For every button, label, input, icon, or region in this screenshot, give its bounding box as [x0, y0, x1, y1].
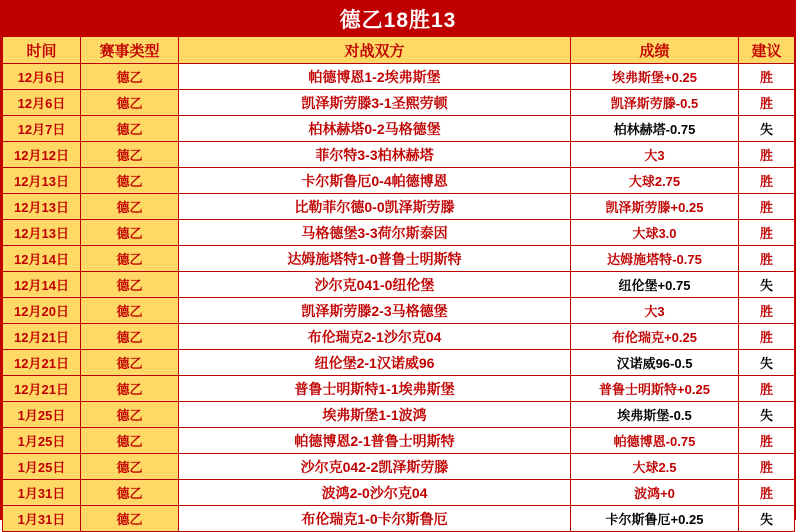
cell-advice: 胜	[739, 480, 795, 506]
cell-advice: 失	[739, 272, 795, 298]
cell-match: 埃弗斯堡1-1波鸿	[179, 402, 571, 428]
cell-advice: 胜	[739, 298, 795, 324]
cell-score: 大球2.5	[571, 454, 739, 480]
header-row	[3, 37, 795, 64]
cell-match: 凯泽斯劳滕2-3马格德堡	[179, 298, 571, 324]
cell-type: 德乙	[81, 376, 179, 402]
cell-score: 达姆施塔特-0.75	[571, 246, 739, 272]
table-row	[3, 350, 795, 376]
cell-match: 帕德博恩1-2埃弗斯堡	[179, 64, 571, 90]
cell-type: 德乙	[81, 220, 179, 246]
cell-type: 德乙	[81, 246, 179, 272]
cell-score: 普鲁士明斯特+0.25	[571, 376, 739, 402]
cell-match: 比勒菲尔德0-0凯泽斯劳滕	[179, 194, 571, 220]
table-row	[3, 454, 795, 480]
cell-score: 埃弗斯堡-0.5	[571, 402, 739, 428]
cell-advice: 胜	[739, 64, 795, 90]
cell-match: 纽伦堡2-1汉诺威96	[179, 350, 571, 376]
cell-type: 德乙	[81, 324, 179, 350]
cell-type: 德乙	[81, 480, 179, 506]
cell-type: 德乙	[81, 350, 179, 376]
cell-time: 12月21日	[3, 376, 81, 402]
table-row	[3, 506, 795, 532]
cell-score: 纽伦堡+0.75	[571, 272, 739, 298]
cell-score: 布伦瑞克+0.25	[571, 324, 739, 350]
table-body	[3, 64, 795, 532]
cell-time: 12月12日	[3, 142, 81, 168]
cell-match: 卡尔斯鲁厄0-4帕德博恩	[179, 168, 571, 194]
column-header-advice: 建议	[739, 37, 795, 64]
table-row	[3, 142, 795, 168]
cell-advice: 失	[739, 350, 795, 376]
cell-match: 沙尔克042-2凯泽斯劳滕	[179, 454, 571, 480]
cell-advice: 胜	[739, 142, 795, 168]
cell-match: 菲尔特3-3柏林赫塔	[179, 142, 571, 168]
cell-score: 卡尔斯鲁厄+0.25	[571, 506, 739, 532]
table-header	[3, 37, 795, 64]
cell-type: 德乙	[81, 116, 179, 142]
cell-match: 凯泽斯劳滕3-1圣熙劳顿	[179, 90, 571, 116]
cell-time: 1月25日	[3, 402, 81, 428]
cell-score: 大3	[571, 142, 739, 168]
cell-advice: 胜	[739, 220, 795, 246]
cell-advice: 胜	[739, 168, 795, 194]
table-row	[3, 402, 795, 428]
results-table	[2, 36, 795, 532]
cell-advice: 失	[739, 402, 795, 428]
cell-score: 汉诺威96-0.5	[571, 350, 739, 376]
cell-advice: 胜	[739, 194, 795, 220]
cell-type: 德乙	[81, 402, 179, 428]
table-row	[3, 324, 795, 350]
cell-score: 大球2.75	[571, 168, 739, 194]
cell-advice: 胜	[739, 90, 795, 116]
cell-type: 德乙	[81, 194, 179, 220]
table-row	[3, 168, 795, 194]
table-row	[3, 90, 795, 116]
cell-time: 12月14日	[3, 246, 81, 272]
table-row	[3, 246, 795, 272]
cell-advice: 胜	[739, 324, 795, 350]
cell-type: 德乙	[81, 64, 179, 90]
table-row	[3, 220, 795, 246]
cell-advice: 胜	[739, 428, 795, 454]
cell-time: 12月21日	[3, 324, 81, 350]
cell-score: 大球3.0	[571, 220, 739, 246]
cell-match: 布伦瑞克2-1沙尔克04	[179, 324, 571, 350]
table-row	[3, 194, 795, 220]
cell-time: 1月31日	[3, 480, 81, 506]
cell-time: 12月20日	[3, 298, 81, 324]
cell-score: 帕德博恩-0.75	[571, 428, 739, 454]
page-title: 德乙18胜13	[2, 2, 794, 36]
table-row	[3, 298, 795, 324]
cell-advice: 胜	[739, 454, 795, 480]
cell-type: 德乙	[81, 454, 179, 480]
cell-match: 马格德堡3-3荷尔斯泰因	[179, 220, 571, 246]
cell-time: 12月13日	[3, 168, 81, 194]
table-row	[3, 376, 795, 402]
cell-time: 12月7日	[3, 116, 81, 142]
cell-match: 普鲁士明斯特1-1埃弗斯堡	[179, 376, 571, 402]
cell-type: 德乙	[81, 90, 179, 116]
cell-time: 12月13日	[3, 220, 81, 246]
column-header-type: 赛事类型	[81, 37, 179, 64]
cell-time: 12月6日	[3, 64, 81, 90]
cell-match: 沙尔克041-0纽伦堡	[179, 272, 571, 298]
cell-time: 12月21日	[3, 350, 81, 376]
cell-score: 凯泽斯劳滕+0.25	[571, 194, 739, 220]
table-row	[3, 480, 795, 506]
cell-advice: 胜	[739, 246, 795, 272]
table-row	[3, 116, 795, 142]
cell-score: 波鸿+0	[571, 480, 739, 506]
cell-time: 1月25日	[3, 454, 81, 480]
cell-match: 柏林赫塔0-2马格德堡	[179, 116, 571, 142]
cell-advice: 胜	[739, 376, 795, 402]
table-row	[3, 428, 795, 454]
cell-time: 12月6日	[3, 90, 81, 116]
cell-type: 德乙	[81, 506, 179, 532]
cell-match: 布伦瑞克1-0卡尔斯鲁厄	[179, 506, 571, 532]
cell-type: 德乙	[81, 298, 179, 324]
cell-type: 德乙	[81, 142, 179, 168]
cell-match: 达姆施塔特1-0普鲁士明斯特	[179, 246, 571, 272]
column-header-score: 成绩	[571, 37, 739, 64]
cell-advice: 失	[739, 506, 795, 532]
cell-advice: 失	[739, 116, 795, 142]
cell-type: 德乙	[81, 272, 179, 298]
cell-score: 柏林赫塔-0.75	[571, 116, 739, 142]
cell-score: 埃弗斯堡+0.25	[571, 64, 739, 90]
cell-match: 帕德博恩2-1普鲁士明斯特	[179, 428, 571, 454]
cell-type: 德乙	[81, 428, 179, 454]
cell-time: 1月25日	[3, 428, 81, 454]
cell-time: 12月13日	[3, 194, 81, 220]
cell-time: 12月14日	[3, 272, 81, 298]
cell-score: 大3	[571, 298, 739, 324]
table-row	[3, 64, 795, 90]
column-header-time: 时间	[3, 37, 81, 64]
cell-score: 凯泽斯劳滕-0.5	[571, 90, 739, 116]
cell-match: 波鸿2-0沙尔克04	[179, 480, 571, 506]
table-row	[3, 272, 795, 298]
column-header-match: 对战双方	[179, 37, 571, 64]
cell-time: 1月31日	[3, 506, 81, 532]
cell-type: 德乙	[81, 168, 179, 194]
